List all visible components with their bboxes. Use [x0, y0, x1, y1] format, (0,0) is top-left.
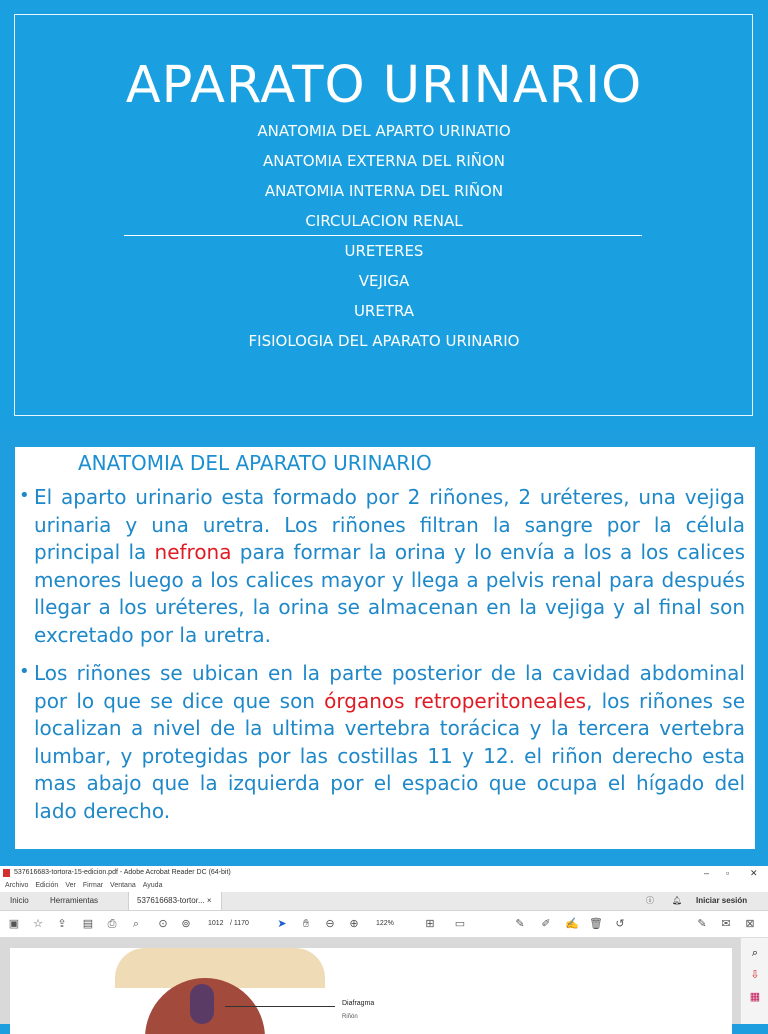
tab-close-icon[interactable]: ×: [206, 896, 212, 905]
slide-title: APARATO URINARIO: [125, 56, 643, 115]
page-number-input[interactable]: 1012: [208, 920, 224, 927]
toolbar: [0, 911, 768, 938]
highlight-term: nefrona: [154, 540, 232, 564]
comment-icon[interactable]: ▭: [454, 918, 466, 930]
minimize-icon[interactable]: –: [704, 868, 710, 878]
search-icon[interactable]: ⌕: [751, 947, 759, 959]
signin-button[interactable]: Iniciar sesión: [696, 896, 748, 905]
right-panel: [740, 938, 768, 1024]
bullet: •: [19, 485, 30, 506]
pdf-icon: [3, 869, 10, 877]
vessel-illustration: [190, 984, 214, 1024]
tab-inicio[interactable]: Inicio: [10, 896, 29, 905]
page-total: / 1170: [230, 920, 249, 927]
fit-icon[interactable]: ⊞: [425, 918, 435, 930]
sign-icon[interactable]: ✍: [565, 918, 579, 930]
upload-icon[interactable]: ⇪: [57, 918, 67, 930]
highlight-term: órganos retroperitoneales: [324, 688, 587, 713]
bullet: •: [19, 661, 30, 682]
section-heading: ANATOMIA DEL APARATO URINARIO: [78, 451, 432, 475]
paragraph-text: , los riñones se localizan a nivel de la ultima vertebra torácica y la tercera vertebra lumbar, y protegidas por las costillas 11 y 12. el riñon derecho esta mas abajo que la izquierda por el espacio que ocupa el hígado del lado derecho.: [34, 688, 746, 823]
maximize-icon[interactable]: ▫: [726, 868, 730, 878]
topic-item: ANATOMIA DEL APARTO URINATIO: [257, 122, 511, 140]
bell-icon[interactable]: 🔔︎: [672, 896, 683, 905]
pdf-page: [10, 948, 732, 1034]
figure-label-small: Riñón: [342, 1014, 358, 1020]
acrobat-window: [0, 866, 768, 1024]
topic-item: VEJIGA: [358, 272, 410, 290]
next-page-icon[interactable]: ⊚: [181, 918, 191, 930]
paragraph-text: El aparto urinario esta formado por 2 riñones, 2 uréteres, una vejiga urinaria y una uretra. Los riñones filtran la sangre por la célula principal la: [34, 485, 745, 564]
paragraph-text: para formar la orina y lo envía a los a los calices menores luego a los calices mayor y llega a pelvis renal para después llegar a los uréteres, la orina se almacenan en la vejiga y al final son excretado por la uretra.: [34, 540, 745, 647]
organize-icon[interactable]: ▦: [749, 991, 761, 1003]
save-icon[interactable]: ▣: [8, 918, 20, 930]
document-view[interactable]: [0, 938, 740, 1024]
figure-label: Diafragma: [342, 1000, 375, 1007]
paragraph-2: [21, 660, 745, 825]
prev-page-icon[interactable]: ⊙: [158, 918, 168, 930]
menu-archivo[interactable]: Archivo: [5, 882, 29, 889]
menu-bar: [0, 880, 768, 892]
topic-item: URETRA: [353, 302, 415, 320]
tab-document[interactable]: [128, 892, 222, 910]
topic-item: ANATOMIA EXTERNA DEL RIÑON: [263, 152, 505, 170]
tab-herramientas[interactable]: Herramientas: [50, 896, 99, 905]
edit-icon[interactable]: ✎: [697, 918, 707, 930]
undo-icon[interactable]: ↺: [615, 918, 625, 930]
mail-icon[interactable]: ✉: [721, 918, 731, 930]
topic-item: CIRCULACION RENAL: [305, 212, 463, 230]
divider: [124, 235, 642, 236]
topics-list-bottom: [0, 241, 768, 361]
highlight-icon[interactable]: ✐: [541, 918, 551, 930]
share-icon[interactable]: ⊠: [745, 918, 755, 930]
export-pdf-icon[interactable]: ⇩: [750, 969, 760, 981]
window-title: 537616683-tortora-15-edicion.pdf - Adobe Acrobat Reader DC (64-bit): [14, 869, 231, 876]
tab-document-label: 537616683-tortor...: [137, 896, 205, 905]
title-slide: [0, 0, 768, 430]
pen-icon[interactable]: ✎: [515, 918, 525, 930]
close-icon[interactable]: ✕: [750, 868, 758, 878]
zoom-dropdown[interactable]: 122%: [376, 920, 394, 927]
help-icon[interactable]: ⓘ: [646, 896, 654, 905]
bookmark-star-icon[interactable]: ☆: [33, 918, 43, 930]
paragraph-text: Los riñones se ubican en la parte posterior de la cavidad abdominal por lo que se dice que son: [34, 661, 745, 713]
topic-item: FISIOLOGIA DEL APARATO URINARIO: [248, 332, 520, 350]
document-icon[interactable]: ▤: [82, 918, 94, 930]
topics-list-top: [0, 121, 768, 241]
topic-item: URETERES: [344, 242, 424, 260]
topic-item: ANATOMIA INTERNA DEL RIÑON: [264, 182, 504, 200]
content-slide: [15, 447, 755, 849]
window-titlebar: [0, 866, 768, 880]
print-icon[interactable]: ⎙: [107, 918, 117, 930]
menu-ventana[interactable]: Ventana: [110, 882, 136, 889]
hand-icon[interactable]: ✋︎: [302, 918, 310, 930]
menu-ver[interactable]: Ver: [65, 882, 76, 889]
zoom-out-icon[interactable]: ⊖: [325, 918, 335, 930]
tab-bar: [0, 892, 768, 911]
menu-ayuda[interactable]: Ayuda: [142, 882, 163, 889]
trash-icon[interactable]: 🗑︎: [589, 918, 603, 930]
zoom-in-icon[interactable]: ⊕: [349, 918, 359, 930]
paragraph-1: [21, 484, 745, 649]
cursor-icon[interactable]: ➤: [277, 918, 287, 930]
menu-edicion[interactable]: Edición: [35, 882, 59, 889]
search-icon[interactable]: ⌕: [132, 918, 140, 930]
menu-firmar[interactable]: Firmar: [82, 882, 104, 889]
leader-line: [225, 1006, 335, 1007]
